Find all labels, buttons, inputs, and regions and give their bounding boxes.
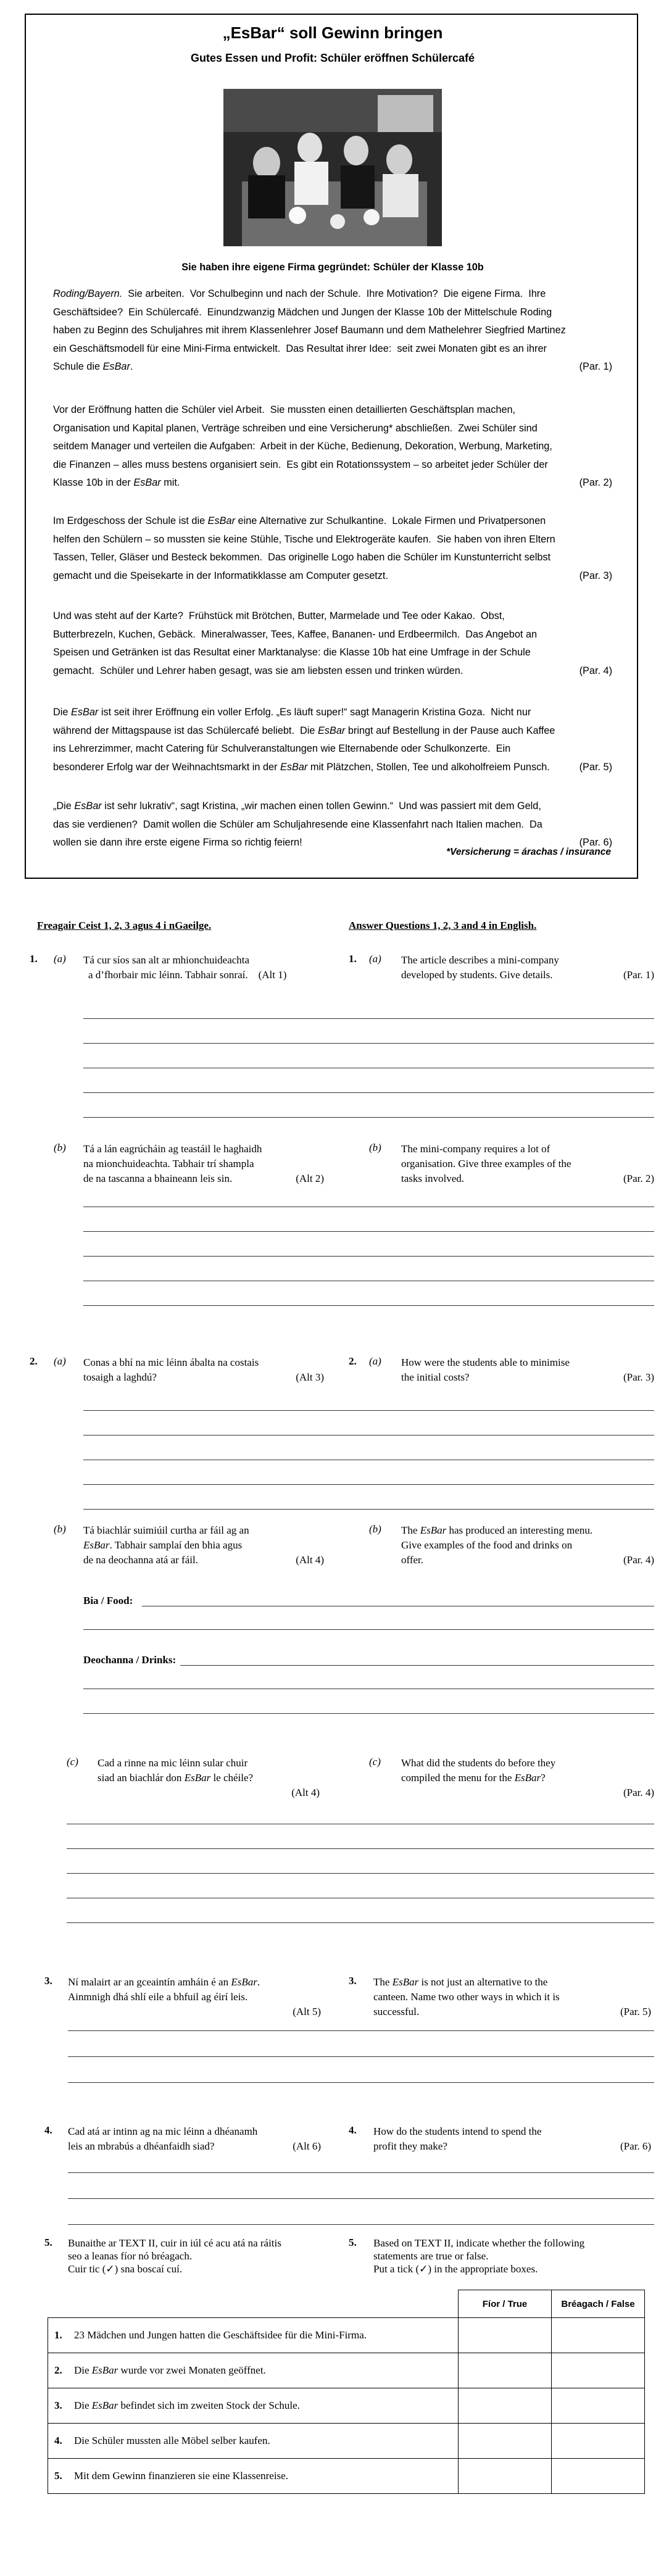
q1a-english-text (401, 953, 654, 983)
answer-line[interactable] (83, 1018, 654, 1019)
q1a-en-line2: developed by students. Give details. (401, 969, 553, 981)
article-title: „EsBar“ soll Gewinn bringen (222, 23, 443, 42)
alt-ref: (Alt 4) (291, 1787, 320, 1798)
table-row (48, 2459, 645, 2494)
q2a-ga-line: Conas a bhí na mic léinn ábalta na costais (83, 1357, 259, 1368)
q2c-english-text (401, 1756, 654, 1800)
paragraph-line: Die EsBar ist seit ihrer Eröffnung ein voller Erfolg. „Es läuft super!“ sagt Managerin Kristina Goza. Nicht nur (53, 707, 531, 718)
paragraph-line: Roding/Bayern. Sie arbeiten. Vor Schulbeginn und nach der Schule. Ihre Motivation? Die eigene Firma. Ihre (53, 288, 546, 299)
question-number-3: 3. (44, 1975, 52, 1987)
statement-text: Mit dem Gewinn finanzieren sie eine Klassenreise. (74, 2470, 288, 2482)
q2a-english-text (401, 1355, 654, 1385)
paragraph-line: Schule die EsBar. (53, 361, 133, 373)
paragraph-line: Im Erdgeschoss der Schule ist die EsBar eine Alternative zur Schulkantine. Lokale Firmen und Privatpersonen (53, 515, 546, 526)
students-photo-icon (223, 89, 442, 246)
alt-ref: (Alt 4) (296, 1554, 324, 1566)
article-paragraph (53, 797, 612, 852)
paragraph-line: das sie verdienen? Damit wollen die Schüler am Schuljahresende eine Klassenfahrt nach Italien machen. Da (53, 818, 542, 830)
paragraph-line: wollen sie dann ihre erste eigene Firma so richtig feiern! (53, 837, 302, 849)
question-number-2-en: 2. (349, 1355, 357, 1367)
table-row (48, 2353, 645, 2388)
alt-ref: (Alt 1) (258, 969, 287, 981)
q4-en-line2: profit they make? (373, 2140, 447, 2152)
par-ref: (Par. 6) (620, 2140, 651, 2152)
answer-line[interactable] (68, 2172, 654, 2173)
answer-line[interactable] (83, 1410, 654, 1411)
alt-ref: (Alt 6) (293, 2140, 321, 2152)
question-number-5-en: 5. (349, 2237, 357, 2248)
q5-en-line: Based on TEXT II, indicate whether the following (373, 2237, 585, 2249)
table-header-true: Fíor / True (459, 2290, 552, 2318)
article-paragraph (53, 704, 612, 776)
q1b-ga-line: na mionchuideachta. Tabhair trí shampla (83, 1158, 254, 1170)
par-ref: (Par. 4) (623, 1554, 654, 1566)
drinks-label: Deochanna / Drinks: (83, 1654, 177, 1666)
paragraph-line: Vor der Eröffnung hatten die Schüler viel Arbeit. Sie mussten einen detaillierten Geschäftsplan machen, (53, 404, 516, 415)
subquestion-c: (c) (67, 1756, 78, 1768)
alt-ref: (Alt 3) (296, 1371, 324, 1383)
q4-ga-line2: leis an mbrabús a dhéanfaidh siad? (68, 2140, 215, 2152)
statement-text: 23 Mädchen und Jungen hatten die Geschäftsidee für die Mini-Firma. (74, 2329, 367, 2341)
paragraph-line: Und was steht auf der Karte? Frühstück mit Brötchen, Butter, Marmelade und Tee oder Kakao. Obst, (53, 610, 505, 621)
false-checkbox[interactable] (552, 2353, 645, 2388)
statement-number: 1. (54, 2329, 62, 2341)
statement-number: 4. (54, 2435, 62, 2446)
paragraph-line: Speisen und Getränken ist das Resultat einer Marktanalyse: die Klasse 10b hat eine Umfrage in der Schule (53, 647, 531, 659)
article-paragraph (53, 512, 612, 585)
true-false-table-body (48, 2318, 645, 2494)
alt-ref: (Alt 2) (296, 1173, 324, 1184)
answer-line[interactable] (83, 1713, 654, 1714)
q2a-ga-line2: tosaigh a laghdú? (83, 1371, 157, 1383)
subquestion-b: (b) (54, 1523, 66, 1535)
q3-en-line3: successful. (373, 2006, 420, 2017)
article-paragraph (53, 285, 612, 376)
true-checkbox[interactable] (459, 2424, 552, 2459)
paragraph-reference: (Par. 6) (579, 837, 612, 849)
q1b-ga-line: Tá a lán eagrúcháin ag teastáil le haghaidh (83, 1143, 262, 1155)
paragraph-line: die Finanzen – alles muss bestens organisiert sein. Es gibt ein Rotationssystem – so arbeitet jeder Schüler der (53, 459, 548, 470)
answer-line[interactable] (83, 1117, 654, 1118)
q2a-en-line2: the initial costs? (401, 1371, 470, 1383)
paragraph-line: Tassen, Teller, Gläser und Besteck bekommen. Das originelle Logo haben die Schüler im Kunstunterricht selbst (53, 552, 551, 563)
true-checkbox[interactable] (459, 2318, 552, 2353)
subquestion-a: (a) (54, 1355, 66, 1367)
question-number-1-en: 1. (349, 953, 357, 965)
q2b-ga-line3: de na deochanna atá ar fáil. (83, 1554, 198, 1566)
answer-line[interactable] (83, 1231, 654, 1232)
article-paragraph (53, 607, 612, 680)
table-header-row (48, 2290, 645, 2318)
question-number-2: 2. (30, 1355, 38, 1367)
false-checkbox[interactable] (552, 2388, 645, 2424)
q1a-ga-line: Tá cur síos san alt ar mhionchuideachta (83, 954, 250, 966)
article-photo (223, 89, 442, 246)
english-instructions: Answer Questions 1, 2, 3 and 4 in English. (349, 920, 537, 931)
true-checkbox[interactable] (459, 2388, 552, 2424)
q3-en-line: canteen. Name two other ways in which it is (373, 1991, 560, 2003)
answer-line[interactable] (68, 2056, 654, 2057)
q4-en-line: How do the students intend to spend the (373, 2125, 542, 2137)
false-checkbox[interactable] (552, 2459, 645, 2494)
q2b-ga-line: EsBar. Tabhair samplaí den bhia agus (83, 1539, 243, 1551)
q3-ga-line: Ní malairt ar an gceaintín amháin é an EsBar. (68, 1976, 260, 1988)
q2a-irish-text (83, 1355, 324, 1385)
paragraph-line: Klasse 10b in der EsBar mit. (53, 477, 180, 489)
q1a-ga-line (83, 968, 286, 983)
q2c-ga-line: siad an biachlár don EsBar le chéile? (98, 1772, 254, 1784)
true-checkbox[interactable] (459, 2459, 552, 2494)
table-row (48, 2388, 645, 2424)
paragraph-line: Butterbrezeln, Kuchen, Gebäck. Mineralwasser, Tees, Kaffee, Bananen- und Erdbeermilch. Das Angebot an (53, 628, 538, 640)
article-box (25, 14, 638, 879)
false-checkbox[interactable] (552, 2424, 645, 2459)
q2b-en-line: The EsBar has produced an interesting menu. (401, 1524, 593, 1536)
q2c-irish-text (98, 1756, 320, 1800)
question-number-4-en: 4. (349, 2124, 357, 2136)
statement-number: 5. (54, 2470, 62, 2482)
par-ref: (Par. 3) (623, 1371, 654, 1383)
table-row (48, 2318, 645, 2353)
paragraph-line: haben zu Beginn des Schuljahres mit ihrem Klassenlehrer Josef Baumann und dem Mathelehrer Siegfried Martinez (53, 325, 566, 336)
photo-caption: Sie haben ihre eigene Firma gegründet: Schüler der Klasse 10b (181, 262, 484, 273)
paragraph-line: seitdem Manager und verteilen die Aufgaben: Arbeit in der Küche, Bedienung, Dekoration, Werbung, Marketing, (53, 441, 552, 452)
statement-cell (48, 2353, 459, 2388)
q5-english-text (373, 2237, 657, 2275)
q2c-en-line: compiled the menu for the EsBar? (401, 1772, 546, 1784)
q5-ga-line: Bunaithe ar TEXT II, cuir in iúl cé acu atá na ráitis (68, 2237, 281, 2249)
article-paragraph (53, 401, 612, 492)
q1a-ga-line2: a d’fhorbair mic léinn. Tabhair sonraí. (88, 969, 248, 981)
true-checkbox[interactable] (459, 2353, 552, 2388)
paragraph-line: helfen den Schülern – so mussten sie keine Stühle, Tische und Elektrogeräte kaufen. Sie haben von ihren Eltern (53, 533, 555, 545)
q4-ga-line: Cad atá ar intinn ag na mic léinn a dhéanamh (68, 2125, 258, 2137)
statement-text: Die EsBar befindet sich im zweiten Stock der Schule. (74, 2399, 300, 2411)
paragraph-line: ein Geschäftsmodell für eine Mini-Firma entwickelt. Das Resultat ihrer Idee: seit zwei Monaten gibt es an ihrer (53, 343, 547, 354)
question-number-4: 4. (44, 2124, 52, 2136)
answer-line[interactable] (83, 1484, 654, 1485)
q3-en-line: The EsBar is not just an alternative to the (373, 1976, 548, 1988)
q2b-ga-line: Tá biachlár suimiúil curtha ar fáil ag an (83, 1524, 249, 1536)
q1b-en-line: organisation. Give three examples of the (401, 1158, 571, 1170)
paragraph-line: „Die EsBar ist sehr lukrativ“, sagt Kristina, „wir machen einen tollen Gewinn.“ Und was passiert mit dem Geld, (53, 800, 541, 812)
table-header-empty (48, 2290, 459, 2318)
paragraph-line: Organisation und Kapital planen, Verträge schreiben und eine Versicherung* abschließen. Zwei Schüler sind (53, 422, 538, 434)
paragraph-line: Geschäftsidee? Ein Schülercafé. Einundzwanzig Mädchen und Jungen der Klasse 10b der Mittelschule Roding (53, 306, 552, 318)
statement-number: 3. (54, 2399, 62, 2411)
question-number-5: 5. (44, 2237, 52, 2248)
q1b-english-text (401, 1142, 654, 1186)
statement-cell (48, 2318, 459, 2353)
alt-ref: (Alt 5) (293, 2006, 321, 2017)
statement-text: Die EsBar wurde vor zwei Monaten geöffnet. (74, 2364, 266, 2376)
par-ref: (Par. 4) (623, 1787, 654, 1798)
q4-english-text (373, 2124, 651, 2154)
answer-line[interactable] (83, 1256, 654, 1257)
paragraph-reference: (Par. 1) (579, 361, 612, 373)
q3-irish-text (68, 1975, 321, 2019)
paragraph-line: während der Mittagspause ist das Schülercafé beliebt. Die EsBar bringt auf Bestellung in der Pause auch Kaffee (53, 725, 555, 736)
answer-line[interactable] (68, 2198, 654, 2199)
subquestion-a: (a) (54, 953, 66, 965)
paragraph-line: gemacht und die Speisekarte in der Informatikklasse am Computer gesetzt. (53, 570, 388, 581)
answer-line[interactable] (83, 1092, 654, 1093)
table-row (48, 2424, 645, 2459)
q2c-ga-line: Cad a rinne na mic léinn sular chuir (98, 1757, 248, 1769)
par-ref: (Par. 1) (623, 969, 654, 981)
q2b-english-text (401, 1523, 654, 1568)
answer-line[interactable] (83, 1629, 654, 1630)
statement-cell (48, 2424, 459, 2459)
subquestion-b-en: (b) (369, 1142, 381, 1153)
q2c-en-line: What did the students do before they (401, 1757, 556, 1769)
footnote: *Versicherung = árachas / insurance (446, 847, 611, 857)
statement-cell (48, 2388, 459, 2424)
subquestion-a-en: (a) (369, 1355, 381, 1367)
paragraph-reference: (Par. 2) (579, 477, 612, 489)
q2b-en-line3: offer. (401, 1554, 424, 1566)
paragraph-line: gemacht. Schüler und Lehrer haben gesagt, was sie am liebsten essen und trinken würden. (53, 665, 463, 676)
statement-number: 2. (54, 2364, 62, 2376)
answer-line[interactable] (67, 1848, 654, 1849)
q5-ga-line: Cuir tic (✓) sna boscaí cuí. (68, 2263, 183, 2275)
q1b-ga-line3: de na tascanna a bhaineann leis sin. (83, 1173, 233, 1184)
paragraph-reference: (Par. 5) (579, 761, 612, 773)
q5-en-line: statements are true or false. (373, 2250, 489, 2262)
q1b-en-line3: tasks involved. (401, 1173, 464, 1184)
subquestion-a-en: (a) (369, 953, 381, 965)
q1a-irish-text (83, 953, 286, 983)
paragraph-reference: (Par. 4) (579, 665, 612, 676)
answer-line[interactable] (83, 1043, 654, 1044)
q2a-en-line: How were the students able to minimise (401, 1357, 570, 1368)
paragraph-line: besonderer Erfolg war der Weihnachtsmarkt in der EsBar mit Plätzchen, Stollen, Tee und alkoholfreiem Punsch. (53, 761, 550, 773)
table-header-false: Bréagach / False (552, 2290, 645, 2318)
true-false-table (48, 2290, 645, 2494)
q4-irish-text (68, 2124, 321, 2154)
article-subtitle: Gutes Essen und Profit: Schüler eröffnen Schülercafé (190, 52, 475, 64)
drinks-answer-line[interactable] (180, 1665, 654, 1666)
paragraph-reference: (Par. 3) (579, 570, 612, 581)
q5-en-line: Put a tick (✓) in the appropriate boxes. (373, 2263, 538, 2275)
answer-line[interactable] (83, 1509, 654, 1510)
q2b-en-line: Give examples of the food and drinks on (401, 1539, 573, 1551)
answer-line[interactable] (68, 2082, 654, 2083)
par-ref: (Par. 2) (623, 1173, 654, 1184)
q3-english-text (373, 1975, 651, 2019)
question-number-1: 1. (30, 953, 38, 965)
food-label: Bia / Food: (83, 1595, 133, 1606)
par-ref: (Par. 5) (620, 2006, 651, 2017)
paragraph-line: ins Lehrerzimmer, macht Catering für Schulveranstaltungen wie Elternabende oder Schulkonzerte. Ein (53, 743, 511, 755)
answer-line[interactable] (68, 2224, 654, 2225)
answer-line[interactable] (67, 1873, 654, 1874)
q1a-en-line: The article describes a mini-company (401, 954, 559, 966)
statement-text: Die Schüler mussten alle Möbel selber kaufen. (74, 2435, 270, 2446)
answer-line[interactable] (67, 1922, 654, 1923)
q1b-irish-text (83, 1142, 324, 1186)
q5-irish-text (68, 2237, 339, 2275)
subquestion-b: (b) (54, 1142, 66, 1153)
subquestion-c-en: (c) (369, 1756, 381, 1768)
question-number-3-en: 3. (349, 1975, 357, 1987)
statement-cell (48, 2459, 459, 2494)
irish-instructions: Freagair Ceist 1, 2, 3 agus 4 i nGaeilge. (37, 920, 212, 931)
answer-line[interactable] (83, 1305, 654, 1306)
q1b-en-line: The mini-company requires a lot of (401, 1143, 551, 1155)
answer-line[interactable] (68, 2030, 654, 2031)
q3-ga-line: Ainmnigh dhá shlí eile a bhfuil ag éirí leis. (68, 1991, 248, 2003)
subquestion-b-en: (b) (369, 1523, 381, 1535)
q5-ga-line: seo a leanas fíor nó bréagach. (68, 2250, 193, 2262)
false-checkbox[interactable] (552, 2318, 645, 2353)
q2b-irish-text (83, 1523, 324, 1568)
